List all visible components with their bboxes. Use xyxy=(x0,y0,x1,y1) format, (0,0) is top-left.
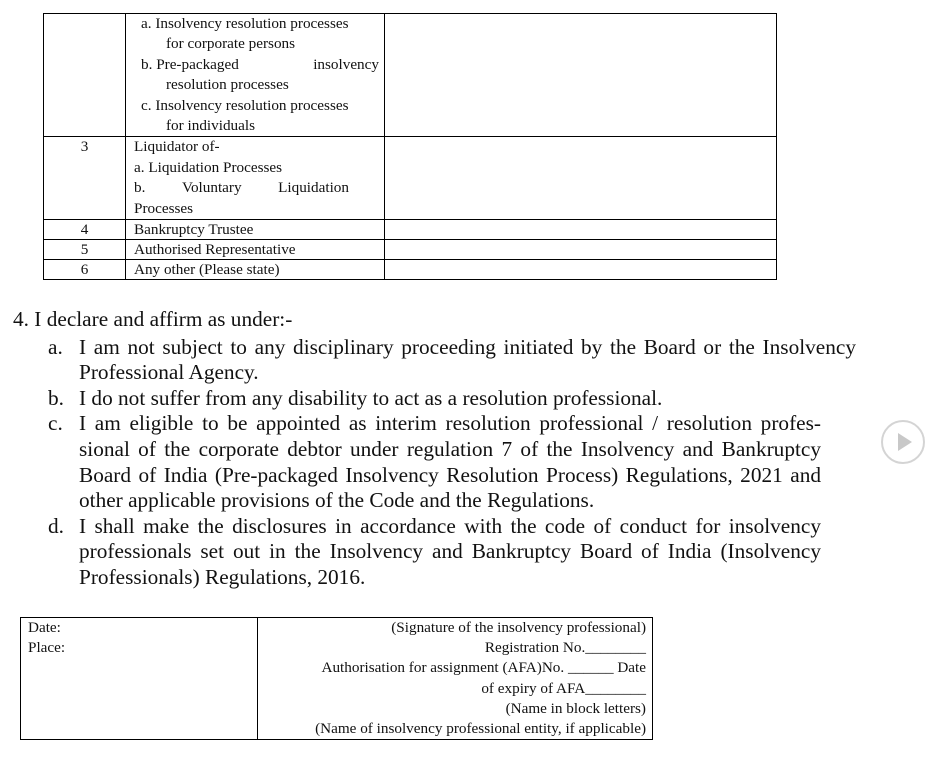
table-cell-details xyxy=(385,260,777,280)
date-label: Date: xyxy=(28,619,61,636)
role-item-text-cont: Processes xyxy=(134,199,194,217)
role-item-text: b. Pre-packaged xyxy=(141,55,239,73)
role-item-text: a. Liquidation Processes xyxy=(134,158,283,176)
table-row xyxy=(44,220,777,240)
table-cell-number: 3 xyxy=(44,137,126,220)
table-cell-number: 6 xyxy=(44,260,126,280)
entity-line: (Name of insolvency professional entity, if applicable) xyxy=(315,720,646,738)
table-cell-roles: Bankruptcy Trustee xyxy=(126,220,385,240)
declaration-text: I am not subject to any disciplinary proceeding initiated by the Board or the Insolvency Professional Agency. xyxy=(79,334,856,385)
roles-table xyxy=(43,13,777,280)
role-item-text-cont: for corporate persons xyxy=(166,35,296,53)
signature-cell xyxy=(258,618,653,740)
table-cell-details xyxy=(385,240,777,260)
play-button[interactable] xyxy=(881,420,925,464)
declaration-list xyxy=(13,335,863,591)
list-item xyxy=(13,514,821,591)
role-title: Liquidator of- xyxy=(134,138,220,156)
list-marker: c. xyxy=(48,411,63,436)
table-cell-roles: Authorised Representative xyxy=(126,240,385,260)
table-row xyxy=(44,137,777,220)
afa-expiry-line: of expiry of AFA________ xyxy=(481,679,646,697)
signature-table xyxy=(20,617,653,740)
table-cell-number: 4 xyxy=(44,220,126,240)
role-item-text: a. Insolvency resolution processes xyxy=(141,15,349,32)
role-item-text-cont: resolution processes xyxy=(166,76,289,94)
registration-line: Registration No.________ xyxy=(484,639,646,657)
role-item-text: c. Insolvency resolution processes xyxy=(141,96,349,114)
role-item-line xyxy=(141,55,379,75)
role-item-line xyxy=(134,178,379,198)
declaration-text: I shall make the disclosures in accordance with the code of conduct for insolvency professionals set out in the Insolvency and Bankruptcy Board of India (Insolvency Professionals) Regulations, 2016. xyxy=(79,513,821,589)
name-line: (Name in block letters) xyxy=(505,699,646,717)
play-icon xyxy=(897,432,913,452)
afa-line: Authorisation for assignment (AFA)No. ______ Date xyxy=(321,659,646,677)
list-item xyxy=(13,386,856,412)
list-item xyxy=(134,14,379,55)
table-row xyxy=(44,240,777,260)
role-item-text: Liquidation xyxy=(278,179,349,197)
list-marker: d. xyxy=(48,513,64,538)
list-item xyxy=(134,55,379,96)
list-marker: a. xyxy=(48,334,63,359)
table-cell-roles xyxy=(126,14,385,137)
table-cell-details xyxy=(385,220,777,240)
role-item-text: Voluntary xyxy=(181,179,242,197)
signature-line: (Signature of the insolvency professional) xyxy=(391,619,646,636)
declaration-text: I am eligible to be appointed as interim resolution professional / resolution profes-sional of the corporate debtor under regulation 7 of the Insolvency and Bankruptcy Board of India (Pre-packaged Insolvency Resolution Process) Regulations, 2021 and other applicable provisions of the Code and the Regulations. xyxy=(79,411,821,513)
table-cell-roles: Any other (Please state) xyxy=(126,260,385,280)
list-item xyxy=(13,411,821,513)
role-item-text: insolvency xyxy=(313,55,379,73)
role-item-text: b. xyxy=(134,179,146,197)
list-item xyxy=(13,335,856,386)
list-marker: b. xyxy=(48,385,64,410)
role-item-text-cont: for individuals xyxy=(166,117,256,135)
table-cell-details xyxy=(385,14,777,137)
table-cell-roles xyxy=(126,137,385,220)
place-label: Place: xyxy=(28,639,66,657)
table-cell-details xyxy=(385,137,777,220)
list-item xyxy=(134,96,379,137)
table-row xyxy=(44,14,777,137)
date-place-cell xyxy=(21,618,258,740)
declaration-heading: 4. I declare and affirm as under:- xyxy=(13,307,293,331)
declaration-section xyxy=(13,307,863,591)
table-cell-number: 5 xyxy=(44,240,126,260)
table-row xyxy=(21,618,653,740)
table-row xyxy=(44,260,777,280)
declaration-text: I do not suffer from any disability to act as a resolution professional. xyxy=(79,385,663,410)
table-cell-number xyxy=(44,14,126,137)
